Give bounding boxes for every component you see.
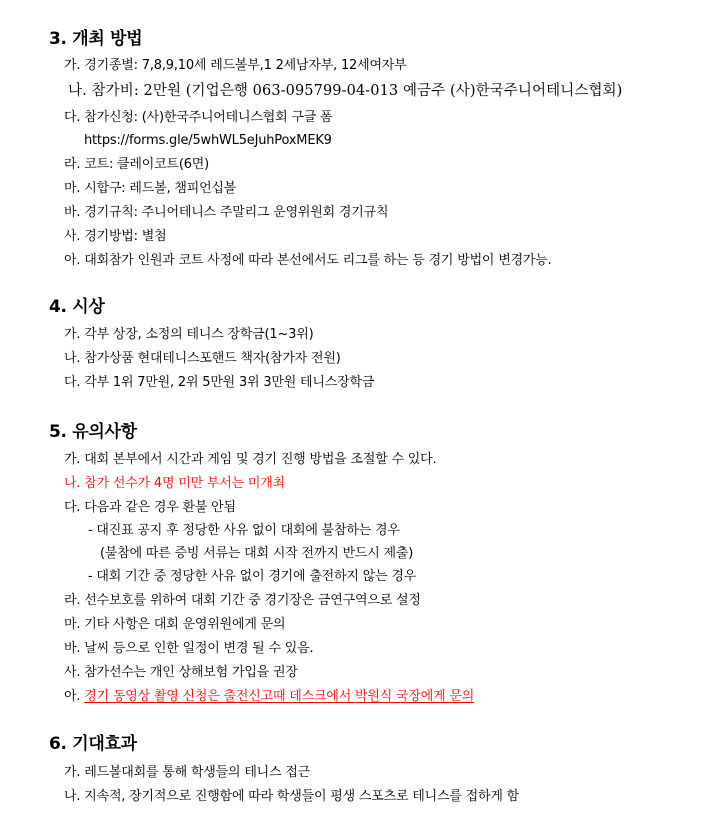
- item-5-sa: 사. 참가선수는 개인 상해보험 가입을 권장: [64, 665, 298, 680]
- item-5-da-sub-1: - 대진표 공지 후 정당한 사유 없이 대회에 불참하는 경우: [88, 523, 400, 538]
- item-6-ga: 가. 레드볼대회를 통해 학생들의 테니스 접근: [64, 765, 311, 780]
- item-5-na-warning: [64, 475, 285, 493]
- item-4-da: 다. 각부 1위 7만원, 2위 5만원 3위 3만원 테니스장학금: [64, 375, 375, 390]
- item-3-ba: 바. 경기규칙: 주니어테니스 주말리그 운영위원회 경기규칙: [64, 205, 389, 220]
- item-3-ga: 가. 경기종별: 7,8,9,10세 레드볼부,1 2세남자부, 12세여자부: [64, 58, 407, 73]
- registration-form-link[interactable]: https://forms.gle/5whWL5eJuhPoxMEK9: [84, 133, 332, 148]
- item-5-na-text: 참가 선수가 4명 미만 부서는 미개최: [84, 476, 285, 491]
- item-3-na: 나. 참가비: 2만원 (기업은행 063-095799-04-013 예금주 (사)한국주니어테니스협회): [68, 83, 623, 99]
- item-3-da: 다. 참가신청: (사)한국주니어테니스협회 구글 폼: [64, 110, 333, 125]
- item-5-a-highlight: 경기 동영상 촬영 신청은 출전신고때 데스크에서 박원식 국장에게 문의: [84, 689, 475, 704]
- item-3-a: 아. 대회참가 인원과 코트 사정에 따라 본선에서도 리그를 하는 등 경기 방법이 변경가능.: [64, 253, 552, 268]
- item-5-da: 다. 다음과 같은 경우 환불 안됨: [64, 500, 236, 515]
- item-5-na-marker: 나.: [64, 476, 81, 491]
- item-3-sa: 사. 경기방법: 별첨: [64, 229, 167, 244]
- item-3-ma: 마. 시합구: 레드볼, 챔피언십볼: [64, 181, 237, 196]
- item-4-ga: 가. 각부 상장, 소정의 테니스 장학금(1~3위): [64, 327, 314, 342]
- section-heading-3: 3. 개최 방법: [49, 29, 143, 49]
- item-5-ma: 마. 기타 사항은 대회 운영위원에게 문의: [64, 617, 286, 632]
- item-5-ga: 가. 대회 본부에서 시간과 게임 및 경기 진행 방법을 조절할 수 있다.: [64, 452, 437, 467]
- item-5-ba: 바. 날씨 등으로 인한 일정이 변경 될 수 있음.: [64, 641, 314, 656]
- item-5-a-marker: 아.: [64, 689, 81, 704]
- item-5-a: [64, 688, 474, 706]
- item-3-ra: 라. 코트: 클레이코트(6면): [64, 157, 210, 172]
- item-5-da-sub-2: - 대회 기간 중 정당한 사유 없이 경기에 출전하지 않는 경우: [88, 569, 417, 584]
- section-heading-5: 5. 유의사항: [49, 422, 137, 442]
- item-4-na: 나. 참가상품 현대테니스포핸드 책자(참가자 전원): [64, 351, 341, 366]
- item-6-na: 나. 지속적, 장기적으로 진행함에 따라 학생들이 평생 스포츠로 테니스를 접하게 함: [64, 789, 520, 804]
- item-5-ra: 라. 선수보호를 위하여 대회 기간 중 경기장은 금연구역으로 설정: [64, 593, 421, 608]
- section-heading-6: 6. 기대효과: [49, 734, 137, 754]
- section-heading-4: 4. 시상: [49, 297, 105, 317]
- item-5-da-sub-1-note: (불참에 따른 증빙 서류는 대회 시작 전까지 반드시 제출): [100, 546, 414, 561]
